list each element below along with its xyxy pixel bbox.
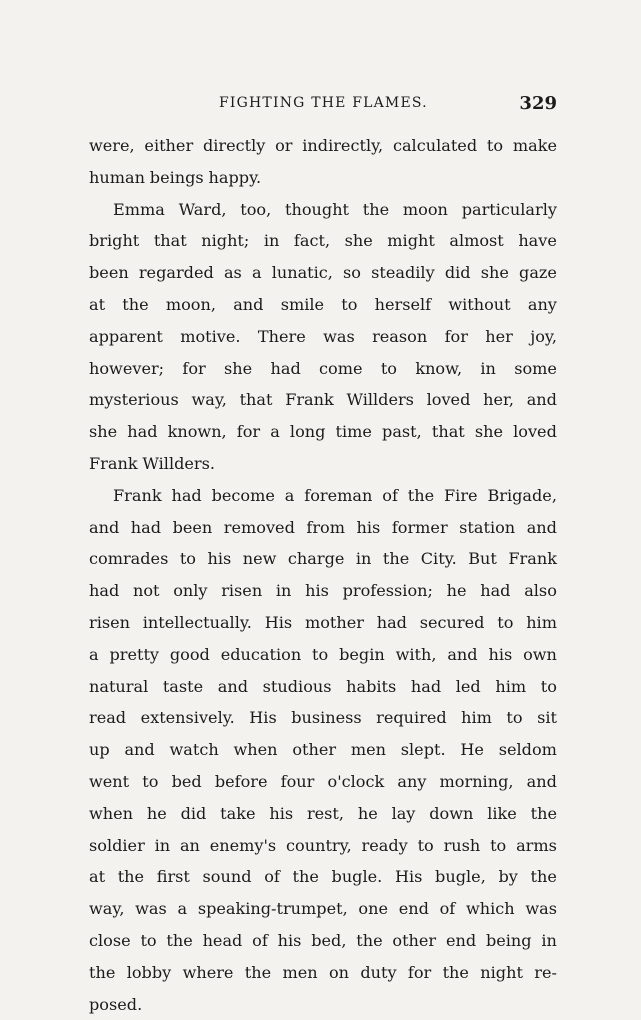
word: any	[527, 294, 557, 314]
word: that	[239, 390, 273, 410]
word: when	[89, 803, 134, 823]
word: at	[89, 867, 106, 887]
word: read	[89, 708, 127, 728]
word: thought	[285, 199, 350, 219]
word: she	[89, 422, 118, 442]
word: went	[89, 771, 130, 791]
word: Fire	[444, 485, 478, 505]
word: the	[362, 199, 390, 219]
word: been	[172, 517, 213, 537]
word: bugle.	[331, 867, 383, 887]
word: the	[166, 930, 193, 950]
word: charge	[287, 549, 345, 569]
word: did	[180, 803, 207, 823]
word: that	[153, 231, 187, 251]
word: joy,	[530, 326, 557, 346]
word: first	[156, 867, 190, 887]
word: fact,	[293, 231, 331, 251]
word: required	[376, 708, 447, 728]
word: his	[356, 517, 381, 537]
text-line	[89, 543, 557, 575]
word: to	[506, 708, 523, 728]
word: up	[89, 740, 110, 760]
word: bright	[89, 231, 140, 251]
word: mother	[304, 612, 364, 632]
word: and	[526, 390, 557, 410]
word: lunatic,	[271, 263, 333, 283]
word: she	[344, 231, 373, 251]
page-number: 329	[519, 93, 557, 114]
text-line	[89, 989, 557, 1020]
word: his	[488, 644, 513, 664]
word: was	[135, 899, 167, 919]
word: had	[171, 485, 202, 505]
word: a	[89, 644, 99, 664]
word: in	[154, 835, 171, 855]
word: to	[140, 930, 157, 950]
word: posed.	[89, 994, 143, 1014]
text-line	[89, 639, 557, 671]
word: Brigade,	[487, 485, 557, 505]
word: to	[312, 644, 329, 664]
word: in	[263, 231, 280, 251]
word: to	[490, 835, 507, 855]
text-line	[89, 321, 557, 353]
word: had	[127, 422, 158, 442]
word: the	[292, 867, 319, 887]
word: Willders.	[142, 453, 216, 473]
word: been	[89, 263, 129, 283]
word: had	[130, 517, 162, 537]
word: reason	[372, 326, 428, 346]
word: the	[530, 803, 557, 823]
word: an	[179, 835, 200, 855]
word: her,	[483, 390, 515, 410]
word: profession;	[342, 581, 433, 601]
word: Frank	[508, 549, 557, 569]
word: a	[251, 263, 262, 283]
word: happy.	[208, 167, 262, 187]
word: foreman	[304, 485, 373, 505]
text-line	[89, 925, 557, 957]
word: were,	[89, 136, 135, 155]
word: other	[292, 740, 337, 760]
word: extensively.	[140, 708, 235, 728]
word: also	[524, 581, 557, 601]
word: secured	[419, 612, 485, 632]
word: which	[465, 899, 515, 919]
word: where	[182, 962, 234, 982]
word: night	[480, 962, 523, 982]
word: moon,	[165, 294, 216, 314]
word: rest,	[306, 803, 345, 823]
word: moon	[402, 199, 448, 219]
word: her	[485, 326, 513, 346]
word: him	[495, 676, 527, 696]
word: have	[518, 231, 557, 251]
word: bed	[171, 771, 202, 791]
word: might	[387, 231, 435, 251]
word: or	[275, 136, 293, 155]
word: regarded	[138, 263, 214, 283]
word: the	[122, 294, 149, 314]
word: had	[376, 612, 407, 632]
word: four	[280, 771, 315, 791]
word: of	[252, 930, 268, 950]
word: Frank	[89, 453, 138, 473]
word: human	[89, 167, 145, 187]
word: and	[526, 517, 557, 537]
word: new	[242, 549, 277, 569]
word: and	[233, 294, 264, 314]
word: seldom	[498, 740, 557, 760]
word: in	[355, 549, 372, 569]
word: risen	[89, 612, 130, 632]
word: by	[498, 867, 518, 887]
word: to	[380, 358, 398, 378]
text-line	[89, 257, 557, 289]
word: and	[526, 771, 557, 791]
word: only	[173, 581, 208, 601]
word: had	[480, 581, 511, 601]
word: Frank	[113, 485, 162, 505]
word: to	[417, 835, 434, 855]
text-line	[89, 957, 557, 989]
word: a	[177, 899, 188, 919]
word: one	[358, 899, 388, 919]
word: like	[487, 803, 517, 823]
word: was	[323, 326, 355, 346]
word: he	[146, 803, 167, 823]
word: smile	[280, 294, 325, 314]
word: a	[284, 485, 295, 505]
text-line	[89, 607, 557, 639]
word: of	[382, 485, 398, 505]
word: apparent	[89, 326, 163, 346]
word: not	[132, 581, 160, 601]
word: loved	[426, 390, 471, 410]
word: the	[407, 485, 435, 505]
text-line	[89, 830, 557, 862]
word: beings	[149, 167, 204, 187]
word: enemy's	[209, 835, 277, 855]
word: He	[460, 740, 484, 760]
word: end	[445, 930, 477, 950]
word: duty	[360, 962, 397, 982]
word: slept.	[400, 740, 446, 760]
word: down	[429, 803, 474, 823]
word: time	[335, 422, 372, 442]
word: either	[144, 136, 194, 155]
word: any	[397, 771, 427, 791]
word: the	[356, 930, 383, 950]
word: with,	[395, 644, 437, 664]
word: being	[485, 930, 532, 950]
word: the	[442, 962, 469, 982]
word: But	[468, 549, 497, 569]
word: own	[523, 644, 557, 664]
word: his	[305, 581, 329, 601]
word: to	[341, 294, 358, 314]
word: rush	[443, 835, 481, 855]
text-line	[89, 766, 557, 798]
word: bugle,	[435, 867, 486, 887]
word: the	[117, 867, 145, 887]
text-line	[89, 702, 557, 734]
word: to	[540, 676, 557, 696]
word: re-	[534, 962, 557, 982]
word: the	[244, 962, 272, 982]
word: Frank	[285, 390, 334, 410]
word: herself	[374, 294, 432, 314]
word: men	[350, 740, 386, 760]
word: Ward,	[178, 199, 227, 219]
word: motive.	[180, 326, 241, 346]
word: in	[541, 930, 557, 950]
word: almost	[449, 231, 504, 251]
body-text	[89, 130, 557, 1020]
word: soldier	[89, 835, 145, 855]
word: lay	[391, 803, 416, 823]
word: removed	[223, 517, 295, 537]
word: night;	[201, 231, 250, 251]
word: head	[202, 930, 243, 950]
word: to	[497, 612, 514, 632]
word: make	[512, 136, 557, 155]
word: she	[474, 422, 504, 442]
word: from	[306, 517, 346, 537]
word: mysterious	[89, 390, 179, 410]
running-head	[89, 93, 557, 113]
word: his	[269, 803, 294, 823]
text-line	[89, 575, 557, 607]
word: His	[264, 612, 293, 632]
word: when	[233, 740, 278, 760]
word: come	[319, 358, 363, 378]
word: of	[264, 867, 280, 887]
word: steadily	[371, 263, 435, 283]
word: him	[526, 612, 557, 632]
word: some	[514, 358, 557, 378]
word: at	[89, 294, 106, 314]
text-line	[89, 512, 557, 544]
word: His	[249, 708, 277, 728]
word: for	[182, 358, 206, 378]
word: long	[289, 422, 326, 442]
word: gaze	[519, 263, 557, 283]
word: known,	[167, 422, 227, 442]
text-line	[89, 289, 557, 321]
word: lobby	[126, 962, 172, 982]
word: without	[448, 294, 511, 314]
word: comrades	[89, 549, 169, 569]
word: the	[382, 549, 410, 569]
word: the	[530, 867, 557, 887]
word: His	[394, 867, 423, 887]
word: was	[525, 899, 557, 919]
word: and	[124, 740, 155, 760]
word: former	[391, 517, 448, 537]
word: so	[343, 263, 361, 283]
word: speaking-trumpet,	[197, 899, 348, 919]
word: his	[277, 930, 302, 950]
word: become	[211, 485, 275, 505]
word: a	[270, 422, 280, 442]
word: way,	[191, 390, 227, 410]
word: other	[392, 930, 437, 950]
word: of	[439, 899, 456, 919]
word: take	[220, 803, 256, 823]
word: Willders	[346, 390, 414, 410]
word: Emma	[113, 199, 165, 219]
word: particularly	[461, 199, 557, 219]
word: to	[486, 136, 504, 155]
word: studious	[262, 676, 332, 696]
word: directly	[202, 136, 266, 155]
text-line	[89, 798, 557, 830]
word: on	[328, 962, 350, 982]
word: indirectly,	[302, 136, 384, 155]
word: close	[89, 930, 131, 950]
word: in	[480, 358, 496, 378]
word: for	[444, 326, 468, 346]
word: and	[89, 517, 120, 537]
word: and	[217, 676, 249, 696]
word: had	[270, 358, 301, 378]
word: him	[461, 708, 492, 728]
word: natural	[89, 676, 149, 696]
word: loved	[513, 422, 557, 442]
word: too,	[240, 199, 272, 219]
text-line	[89, 671, 557, 703]
word: business	[291, 708, 362, 728]
word: There	[257, 326, 306, 346]
word: the	[89, 962, 116, 982]
text-line	[89, 225, 557, 257]
text-line	[89, 130, 557, 162]
word: did	[444, 263, 471, 283]
word: education	[220, 644, 302, 664]
word: for	[407, 962, 432, 982]
word: taste	[162, 676, 204, 696]
word: before	[214, 771, 268, 791]
word: to	[179, 549, 196, 569]
text-line	[89, 448, 557, 480]
text-line	[89, 162, 557, 194]
word: intellectually.	[142, 612, 252, 632]
word: past,	[382, 422, 422, 442]
word: pretty	[109, 644, 160, 664]
word: sit	[537, 708, 557, 728]
word: had	[410, 676, 442, 696]
word: calculated	[392, 136, 478, 155]
word: led	[455, 676, 481, 696]
word: and	[447, 644, 478, 664]
word: habits	[346, 676, 397, 696]
word: as	[223, 263, 242, 283]
word: to	[142, 771, 159, 791]
word: begin	[339, 644, 385, 664]
word: know,	[415, 358, 463, 378]
text-line	[89, 480, 557, 512]
word: his	[207, 549, 232, 569]
word: she	[224, 358, 253, 378]
word: station	[459, 517, 516, 537]
text-line	[89, 353, 557, 385]
word: way,	[89, 899, 125, 919]
word: he	[357, 803, 378, 823]
word: in	[275, 581, 292, 601]
word: risen	[221, 581, 263, 601]
word: country,	[286, 835, 352, 855]
text-line	[89, 893, 557, 925]
text-line	[89, 734, 557, 766]
word: however;	[89, 358, 165, 378]
word: for	[236, 422, 261, 442]
text-line	[89, 194, 557, 226]
word: ready	[361, 835, 408, 855]
word: bed,	[311, 930, 347, 950]
word: arms	[516, 835, 557, 855]
text-line	[89, 861, 557, 893]
word: end	[398, 899, 429, 919]
word: City.	[420, 549, 457, 569]
text-line	[89, 416, 557, 448]
running-title: FIGHTING THE FLAMES.	[219, 95, 428, 111]
word: watch	[169, 740, 219, 760]
word: o'clock	[327, 771, 385, 791]
word: had	[89, 581, 120, 601]
word: that	[431, 422, 465, 442]
text-line	[89, 384, 557, 416]
word: he	[446, 581, 467, 601]
word: morning,	[439, 771, 514, 791]
word: men	[282, 962, 318, 982]
word: sound	[202, 867, 252, 887]
word: good	[169, 644, 210, 664]
word: she	[480, 263, 509, 283]
